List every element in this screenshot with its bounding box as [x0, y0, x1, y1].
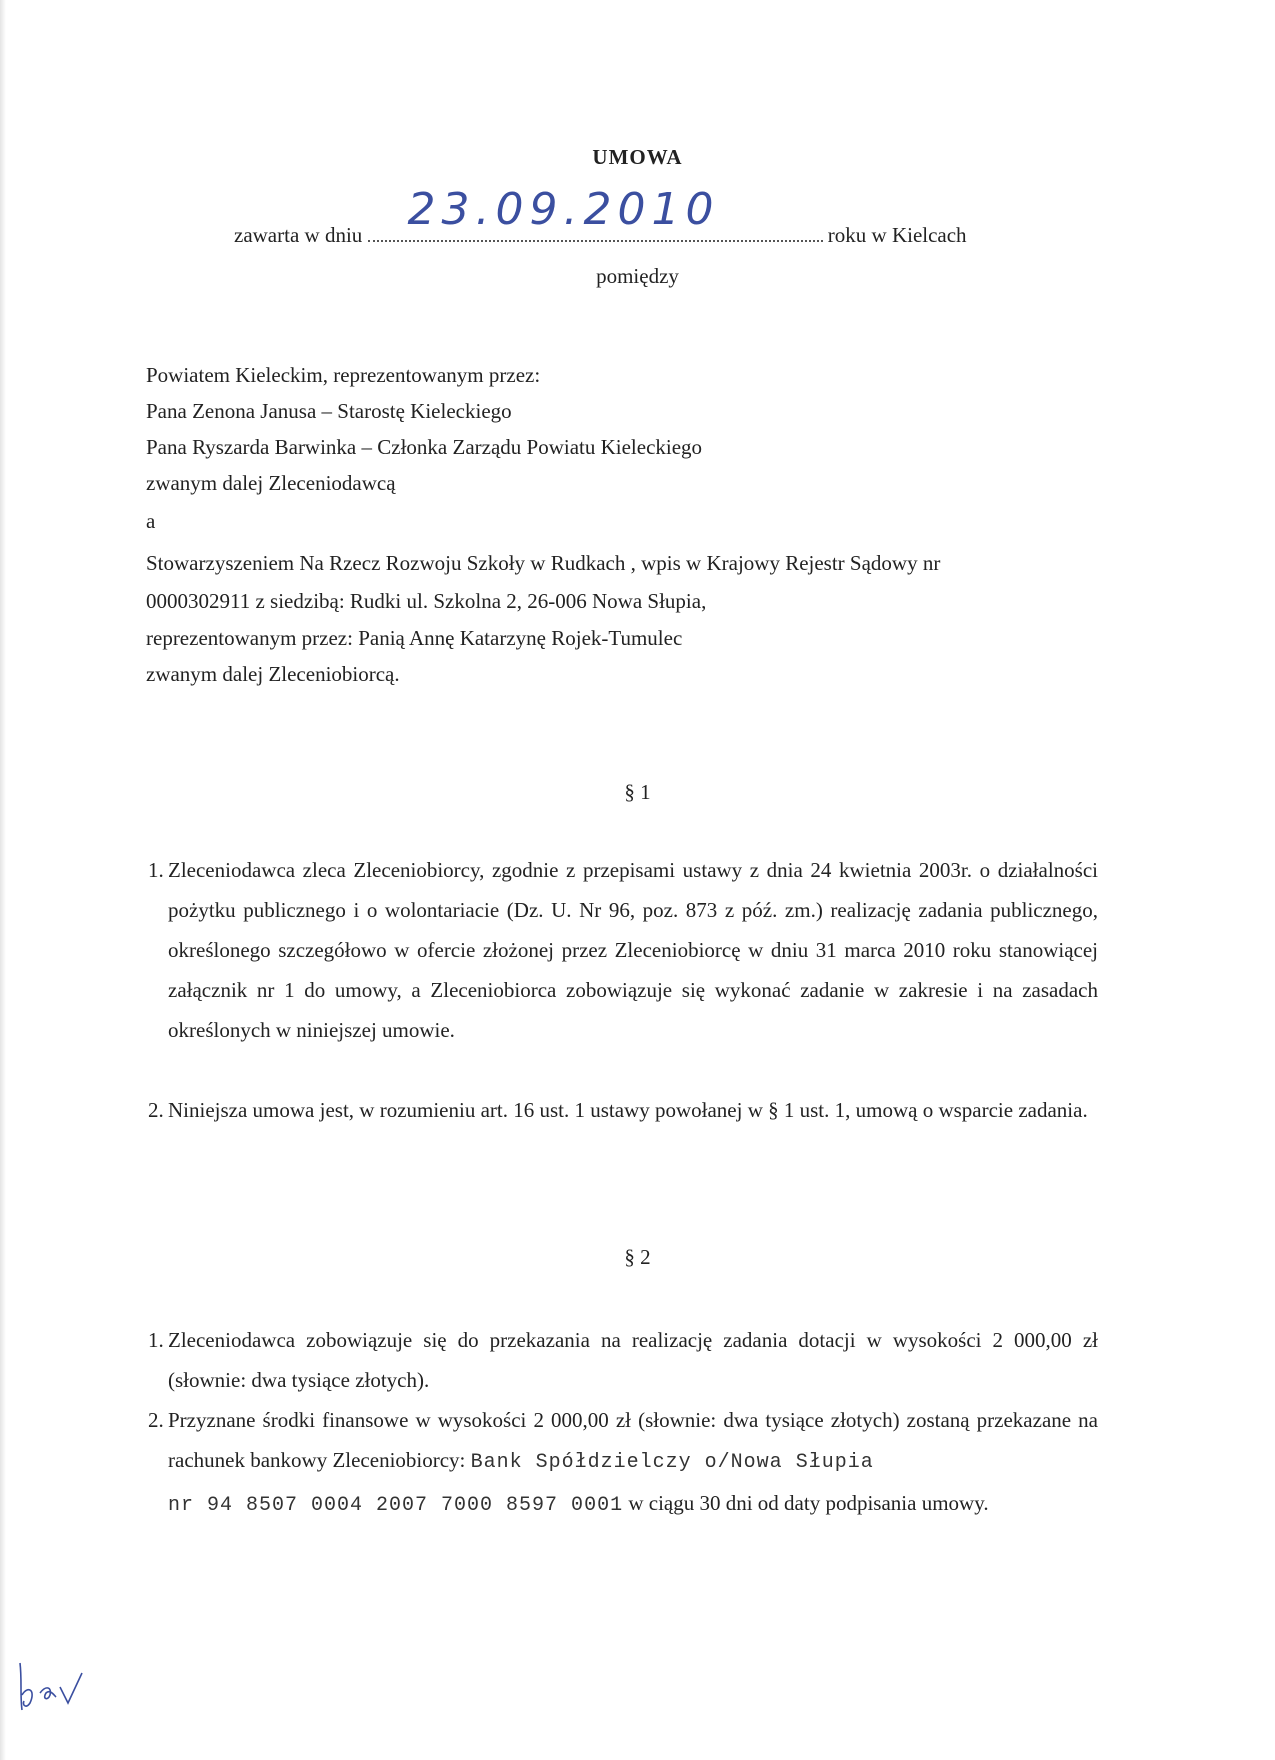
- bank-name: Bank Spółdzielczy o/Nowa Słupia: [470, 1451, 874, 1474]
- item-text: [168, 1400, 1098, 1526]
- handwritten-initials-signature: [16, 1655, 96, 1715]
- section2-item-2: [148, 1400, 1098, 1526]
- party1-line: Pana Ryszarda Barwinka – Członka Zarządu Powiatu Kieleckiego: [146, 435, 703, 459]
- item-number: 1.: [148, 858, 164, 882]
- section1-item-1: [148, 850, 1098, 1050]
- party2-line: Stowarzyszeniem Na Rzecz Rozwoju Szkoły w Rudkach , wpis w Krajowy Rejestr Sądowy nr: [146, 551, 941, 575]
- date-line-suffix: roku w Kielcach: [827, 223, 967, 247]
- handwritten-date: 23.09.2010: [407, 184, 720, 235]
- section2-item-1: [148, 1320, 1098, 1400]
- party1-line: zwanym dalej Zleceniodawcą: [146, 471, 396, 495]
- item-text-before: Przyznane środki finansowe w wysokości 2 000,00 zł (słownie: dwa tysiące złotych) zostaną przekazane na rachunek bankowy Zleceniobiorcy:: [168, 1408, 1098, 1472]
- section1-heading: § 1: [624, 780, 651, 804]
- section1-item-2: [148, 1090, 1098, 1130]
- item-number: 2.: [148, 1098, 164, 1122]
- party2-line: zwanym dalej Zleceniobiorcą.: [146, 662, 400, 686]
- between-word: pomiędzy: [596, 264, 679, 288]
- item-text: Niniejsza umowa jest, w rozumieniu art. 16 ust. 1 ustawy powołanej w § 1 ust. 1, umową o wsparcie zadania.: [168, 1098, 1088, 1122]
- date-line: [234, 184, 967, 248]
- item-number: 2.: [148, 1408, 164, 1432]
- document-title: UMOWA: [592, 145, 683, 169]
- party2-line: reprezentowanym przez: Panią Annę Katarzynę Rojek-Tumulec: [146, 626, 683, 650]
- bank-account-number: nr 94 8507 0004 2007 7000 8597 0001: [168, 1494, 624, 1517]
- party1-line: Pana Zenona Janusa – Starostę Kieleckiego: [146, 399, 512, 423]
- date-dotted-field: [368, 184, 823, 242]
- party2-line: 0000302911 z siedzibą: Rudki ul. Szkolna 2, 26-006 Nowa Słupia,: [146, 589, 707, 613]
- item-text-after: w ciągu 30 dni od daty podpisania umowy.: [628, 1491, 989, 1515]
- item-text: Zleceniodawca zobowiązuje się do przekazania na realizację zadania dotacji w wysokości 2 000,00 zł (słownie: dwa tysiące złotych).: [168, 1328, 1098, 1392]
- date-line-prefix: zawarta w dniu: [234, 223, 363, 247]
- party1-line: Powiatem Kieleckim, reprezentowanym przez:: [146, 363, 541, 387]
- item-number: 1.: [148, 1328, 164, 1352]
- section2-heading: § 2: [624, 1245, 651, 1269]
- conjunction-a: a: [146, 509, 156, 533]
- item-text: Zleceniodawca zleca Zleceniobiorcy, zgodnie z przepisami ustawy z dnia 24 kwietnia 2003r. o działalności pożytku publicznego i o wolontariacie (Dz. U. Nr 96, poz. 873 z póź. zm.) realizację zadania publicznego, określonego szczegółowo w ofercie złożonej przez Zleceniobiorcę w dniu 31 marca 2010 roku stanowiącej załącznik nr 1 do umowy, a Zleceniobiorca zobowiązuje się wykonać zadanie w zakresie i na zasadach określonych w niniejszej umowie.: [168, 858, 1098, 1042]
